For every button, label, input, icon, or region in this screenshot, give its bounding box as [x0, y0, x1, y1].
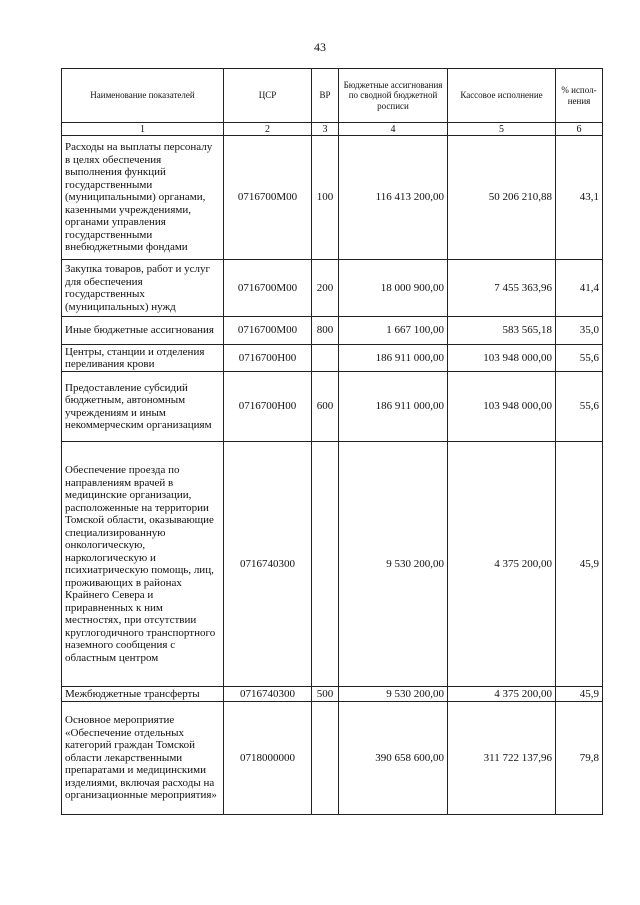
row-percent: 79,8	[556, 702, 603, 815]
row-csr: 0716700М00	[224, 317, 312, 345]
row-vr	[312, 702, 339, 815]
row-budget: 9 530 200,00	[339, 442, 448, 687]
row-name: Закупка товаров, работ и услуг для обеспечения государственных (муниципальных) нужд	[62, 260, 224, 317]
column-number: 3	[312, 123, 339, 136]
row-percent: 45,9	[556, 442, 603, 687]
header-budget-allocations: Бюджетные ассигнования по сводной бюджетной росписи	[339, 69, 448, 123]
row-csr: 0716740300	[224, 442, 312, 687]
row-csr: 0718000000	[224, 702, 312, 815]
row-name: Обеспечение проезда по направлениям врачей в медицинские организации, расположенные на территории Томской области, оказывающие специализированную онкологическую, наркологическую и психиатрическую помощь, лиц, проживающих в районах Крайнего Севера и приравненных к ним местностях, при отсутствии круглогодичного транспортного наземного сообщения с областным центром	[62, 442, 224, 687]
header-cash-execution: Кассовое исполнение	[448, 69, 556, 123]
row-cash: 7 455 363,96	[448, 260, 556, 317]
row-cash: 103 948 000,00	[448, 345, 556, 372]
table-row	[62, 317, 603, 345]
table-row	[62, 702, 603, 815]
column-number: 4	[339, 123, 448, 136]
row-vr: 100	[312, 136, 339, 260]
column-number: 5	[448, 123, 556, 136]
row-vr: 200	[312, 260, 339, 317]
header-csr: ЦСР	[224, 69, 312, 123]
row-name: Предоставление субсидий бюджетным, автономным учреждениям и иным некоммерческим организациям	[62, 372, 224, 442]
row-budget: 186 911 000,00	[339, 345, 448, 372]
table-row	[62, 372, 603, 442]
header-execution-percent: % испол-нения	[556, 69, 603, 123]
row-cash: 4 375 200,00	[448, 442, 556, 687]
row-vr	[312, 345, 339, 372]
table-row	[62, 687, 603, 702]
row-percent: 41,4	[556, 260, 603, 317]
row-budget: 9 530 200,00	[339, 687, 448, 702]
row-budget: 186 911 000,00	[339, 372, 448, 442]
row-name: Межбюджетные трансферты	[62, 687, 224, 702]
row-vr	[312, 442, 339, 687]
header-indicator-name: Наименование показателей	[62, 69, 224, 123]
row-budget: 1 667 100,00	[339, 317, 448, 345]
row-cash: 583 565,18	[448, 317, 556, 345]
row-name: Основное мероприятие «Обеспечение отдельных категорий граждан Томской области лекарственными препаратами и медицинскими изделиями, включая расходы на организационные мероприятия»	[62, 702, 224, 815]
table-row	[62, 442, 603, 687]
row-csr: 0716700Н00	[224, 345, 312, 372]
row-cash: 4 375 200,00	[448, 687, 556, 702]
column-number: 1	[62, 123, 224, 136]
table-row	[62, 260, 603, 317]
row-name: Иные бюджетные ассигнования	[62, 317, 224, 345]
table-row	[62, 136, 603, 260]
row-cash: 311 722 137,96	[448, 702, 556, 815]
row-vr: 600	[312, 372, 339, 442]
table-header-row	[62, 69, 603, 123]
table-row	[62, 345, 603, 372]
row-name: Расходы на выплаты персоналу в целях обеспечения выполнения функций государственными (муниципальными) органами, казенными учреждениями, органами управления государственными внебюджетными фондами	[62, 136, 224, 260]
row-vr: 500	[312, 687, 339, 702]
row-percent: 55,6	[556, 372, 603, 442]
row-csr: 0716700М00	[224, 136, 312, 260]
column-number: 2	[224, 123, 312, 136]
row-name: Центры, станции и отделения переливания крови	[62, 345, 224, 372]
row-cash: 103 948 000,00	[448, 372, 556, 442]
row-budget: 116 413 200,00	[339, 136, 448, 260]
budget-execution-table	[61, 68, 603, 815]
row-cash: 50 206 210,88	[448, 136, 556, 260]
row-budget: 18 000 900,00	[339, 260, 448, 317]
row-csr: 0716700М00	[224, 260, 312, 317]
column-number: 6	[556, 123, 603, 136]
row-csr: 0716740300	[224, 687, 312, 702]
header-vr: ВР	[312, 69, 339, 123]
row-percent: 35,0	[556, 317, 603, 345]
row-percent: 45,9	[556, 687, 603, 702]
row-vr: 800	[312, 317, 339, 345]
row-budget: 390 658 600,00	[339, 702, 448, 815]
column-number-row	[62, 123, 603, 136]
row-percent: 55,6	[556, 345, 603, 372]
row-percent: 43,1	[556, 136, 603, 260]
row-csr: 0716700Н00	[224, 372, 312, 442]
page-number: 43	[314, 40, 326, 54]
